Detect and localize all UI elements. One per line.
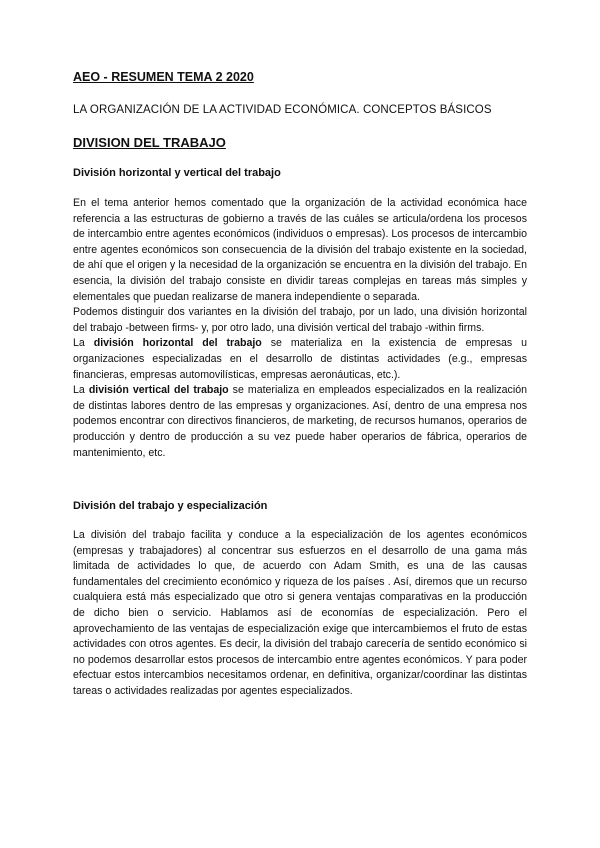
document-subtitle: LA ORGANIZACIÓN DE LA ACTIVIDAD ECONÓMICA. CONCEPTOS BÁSICOS xyxy=(73,104,492,116)
paragraph-1: En el tema anterior hemos comentado que la organización de la actividad económica hace referencia a las estructuras de gobierno a través de las cuáles se articula/ordena los procesos de intercambio entre agentes económicos (individuos o empresas). Los procesos de intercambio entre agentes económicos son consecuencia de la división del trabajo existente en la sociedad, de ahí que el origen y la necesidad de la organización se encuentra en la división del trabajo. En esencia, la división del trabajo consiste en dividir tareas complejas en tareas más simples y elementales que puedan realizarse de manera independiente o separada. xyxy=(73,197,527,303)
paragraph-3 xyxy=(73,336,527,383)
document-title: AEO - RESUMEN TEMA 2 2020 xyxy=(73,70,254,84)
paragraph-4-lead: La xyxy=(73,384,89,397)
paragraph-4 xyxy=(73,383,527,461)
paragraph-2: Podemos distinguir dos variantes en la división del trabajo, por un lado, una división horizontal del trabajo -between firms- y, por otro lado, una división vertical del trabajo -within firms. xyxy=(73,306,527,334)
horizontal-division-term: división horizontal del trabajo xyxy=(93,337,262,350)
subsection-2-body xyxy=(73,528,527,700)
subsection-1-body xyxy=(73,196,527,461)
subsection-heading-1: División horizontal y vertical del trabajo xyxy=(73,167,281,179)
vertical-division-term: división vertical del trabajo xyxy=(88,384,229,397)
paragraph-3-rest: se materializa en la existencia de empresas u organizaciones especializadas en el desarrollo de distintas actividades (e.g., empresas financieras, empresas automovilísticas, empresas aeronáuticas, etc.). xyxy=(73,337,528,381)
paragraph-3-lead: La xyxy=(73,337,94,350)
paragraph-5: La división del trabajo facilita y conduce a la especialización de los agentes económicos (empresas y trabajadores) al concentrar sus esfuerzos en el desarrollo de una gama más limitada de actividades lo que, de acuerdo con Adam Smith, es una de las causas fundamentales del crecimiento económico y riqueza de los países . Así, diremos que un recurso cualquiera está más especializado que otro si genera ventajas comparativas en la producción de dicho bien o servicio. Hablamos así de economías de especialización. Pero el aprovechamiento de las ventajas de especialización exige que intercambiemos el fruto de estas actividades con otros agentes. Es decir, la división del trabajo carecería de sentido económico si no podemos desarrollar estos procesos de intercambio entre agentes económicos. Y para poder efectuar estos intercambios necesitamos ordenar, en definitiva, organizar/coordinar las distintas tareas o actividades realizadas por agentes especializados. xyxy=(73,529,527,697)
paragraph-4-rest: se materializa en empleados especializados en la realización de distintas labores dentro de las empresas y organizaciones. Así, dentro de una empresa nos podemos encontrar con directivos financieros, de marketing, de recursos humanos, operarios de producción y dentro de producción a su vez puede haber operarios de fábrica, operarios de mantenimiento, etc. xyxy=(73,384,527,459)
subsection-heading-2: División del trabajo y especialización xyxy=(73,500,268,512)
section-title: DIVISION DEL TRABAJO xyxy=(73,135,226,150)
